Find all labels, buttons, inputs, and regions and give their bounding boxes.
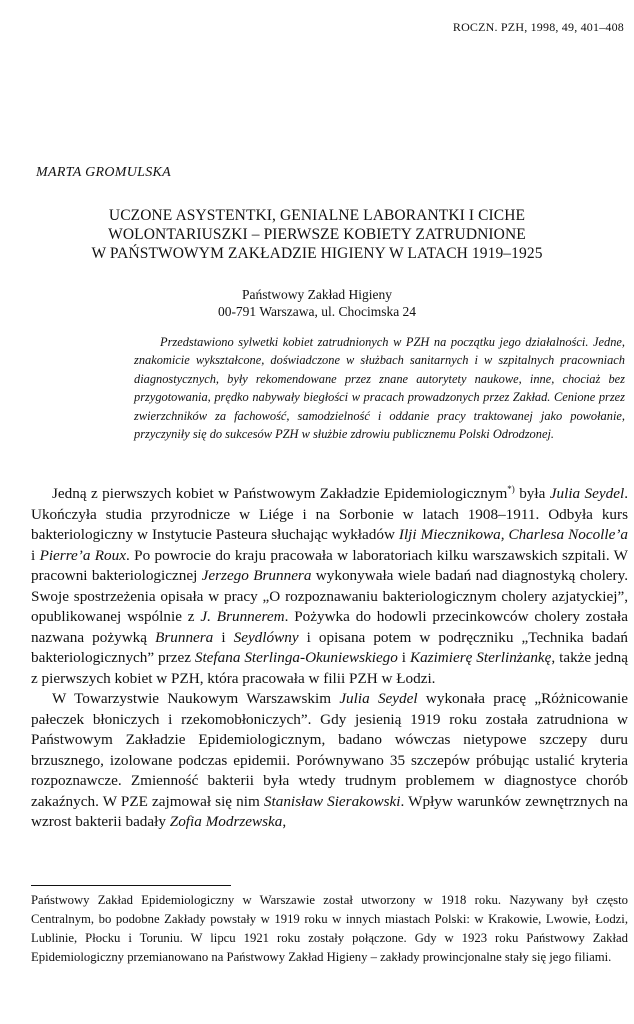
footnote: Państwowy Zakład Epidemiologiczny w Warszawie został utworzony w 1918 roku. Nazywany był często Centralnym, bo podobne Zakłady powstały w 1919 roku w innych miastach Polski: w Krakowie, Lwowie, Łodzi, Lublinie, Płocku i Toruniu. W lipcu 1921 roku zostały połączone. Gdy w 1923 roku Państwowy Zakład Epidemiologiczny przemianowano na Państwowy Zakład Higieny – zakłady prowincjonalne stały się jego filiami. bbox=[31, 893, 628, 964]
text-run: . Ukończyła studia przyrodnicze w Liége i na Sorbonie w latach 1908–1911. Odbyła kurs bakteriologiczny w Instytucie Pasteura słuchając wykładów bbox=[31, 485, 628, 543]
person-name: Zofia Modrzewska bbox=[169, 813, 283, 830]
text-run: Jedną z pierwszych kobiet w Państwowym Zakładzie Epidemiologicznym bbox=[52, 485, 508, 502]
text-run: i bbox=[31, 546, 40, 564]
abstract: Przedstawiono sylwetki kobiet zatrudnionych w PZH na początku jego działalności. Jedne, znakomicie wykształcone, doświadczone w służbach sanitarnych i w szpitalnych pracowniach diagnostycznych, były rekomendowane przez znane autorytety naukowe, inne, chociaż bez przygotowania, prędko nabywały biegłości w pracach prowadzonych przez Zakład. Cenione przez zwierzchników za fachowość, samodzielność i oddanie pracy traktowanej jako powołanie, przyczyniły się do sukcesów PZH w służbie zdrowiu publicznemu Polski Odrodzonej. bbox=[134, 335, 625, 442]
person-name: J. Brunnerem bbox=[200, 608, 285, 625]
text-run: . Pożywka do hodowli przecinkowców cholery została nazwana pożywką bbox=[31, 608, 628, 646]
text-run: wykonywała wiele badań nad diagnostyką cholery. Swoje spostrzeżenia opisała w pracy „O rozpoznawaniu bakteriologicznym cholery azjatyckiej”, opublikowanej wspólnie z bbox=[31, 567, 628, 625]
article-body bbox=[31, 484, 628, 833]
text-run: była bbox=[514, 485, 550, 502]
text-run: wykonała pracę „Różnicowanie pałeczek błoniczych i rzekomobłoniczych”. Gdy jesienią 1919 roku została zatrudniona w Państwowym Zakładzie Epidemiologicznym, badano wówczas nietypowe szczepy duru brzusznego, izolowane podczas epidemii. Porównywano 35 szczepów próbując ustalić kryteria rozpoznawcze. Zmienność bakterii była wtedy trudnym problemem w diagnostyce chorób zakaźnych. W PZE zajmował się nim bbox=[31, 690, 629, 810]
person-name: Brunnera bbox=[155, 628, 214, 646]
body-paragraph-2 bbox=[31, 689, 628, 833]
person-name: Stanisław Sierakowski bbox=[263, 792, 401, 810]
text-run: , także jedną z pierwszych kobiet w PZH, która pracowała w filii PZH w Łodzi. bbox=[31, 649, 628, 687]
text-run: . Wpływ warunków zewnętrznych na wzrost bakterii badały bbox=[31, 792, 628, 830]
title-line-1: UCZONE ASYSTENTKI, GENIALNE LABORANTKI I CICHE bbox=[108, 207, 526, 224]
affiliation-address: 00-791 Warszawa, ul. Chocimska 24 bbox=[217, 304, 417, 319]
person-name: Jerzego Brunnera bbox=[201, 567, 312, 584]
affiliation-institution: Państwowy Zakład Higieny bbox=[242, 287, 392, 302]
person-name: Julia Seydel bbox=[339, 690, 418, 707]
text-run: W Towarzystwie Naukowym Warszawskim bbox=[52, 690, 340, 707]
text-run: . Po powrocie do kraju pracowała w laboratoriach kilku warszawskich szpitali. W pracowni bakteriologicznej bbox=[31, 546, 629, 584]
text-run: i bbox=[397, 649, 410, 666]
text-run: i opisana potem w podręczniku „Technika badań bakteriologicznych” przez bbox=[31, 628, 628, 666]
article-title bbox=[20, 206, 614, 263]
person-name: Kazimierę Sterlinżankę bbox=[409, 649, 552, 666]
body-paragraph-1 bbox=[31, 484, 628, 689]
person-name: Ilji Miecznikowa, Charlesa Nocolle’a bbox=[398, 526, 628, 543]
author-name: MARTA GROMULSKA bbox=[36, 165, 172, 180]
affiliation bbox=[0, 286, 634, 320]
person-name: Pierre’a Roux bbox=[39, 546, 126, 564]
person-name: Stefana Sterlinga-Okuniewskiego bbox=[194, 649, 398, 666]
title-line-2: WOLONTARIUSZKI – PIERWSZE KOBIETY ZATRUDNIONE bbox=[108, 226, 526, 243]
footnote-separator bbox=[31, 885, 231, 886]
person-name: Julia Seydel bbox=[549, 485, 625, 502]
footnote-marker: *) bbox=[507, 483, 515, 494]
text-run: i bbox=[213, 628, 234, 646]
text-run: , bbox=[282, 813, 287, 830]
title-line-3: W PAŃSTWOWYM ZAKŁADZIE HIGIENY W LATACH 1919–1925 bbox=[91, 245, 543, 262]
journal-reference: ROCZN. PZH, 1998, 49, 401–408 bbox=[452, 20, 624, 34]
person-name: Seydlówny bbox=[233, 628, 299, 646]
